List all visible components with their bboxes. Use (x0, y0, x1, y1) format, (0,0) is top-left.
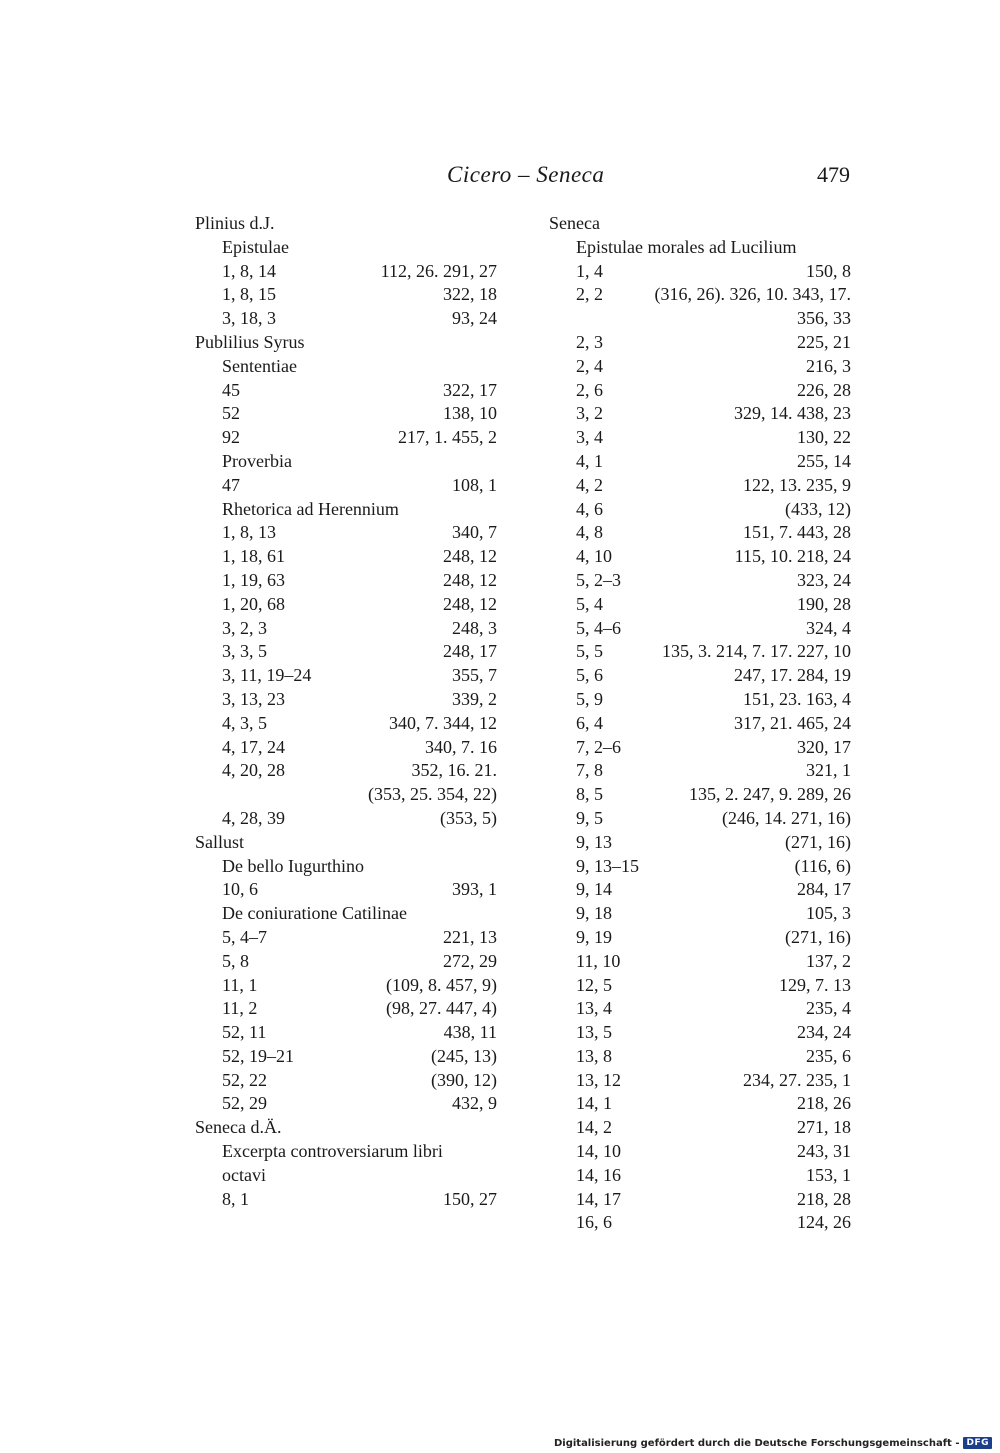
entry-pages: 122, 13. 235, 9 (743, 474, 851, 495)
index-entry (549, 1069, 851, 1093)
entry-reference: 4, 28, 39 (222, 807, 285, 828)
index-entry (195, 807, 497, 831)
index-heading (195, 331, 497, 355)
entry-pages: 271, 18 (797, 1117, 851, 1138)
entry-pages: 339, 2 (452, 688, 497, 709)
index-entry (549, 759, 851, 783)
index-entry (195, 950, 497, 974)
index-entry (549, 260, 851, 284)
entry-reference: 47 (222, 474, 240, 495)
index-entry (195, 260, 497, 284)
entry-reference: 1, 20, 68 (222, 593, 285, 614)
index-subheading (195, 498, 497, 522)
entry-reference: 1, 19, 63 (222, 569, 285, 590)
index-entry (549, 379, 851, 403)
entry-pages: 355, 7 (452, 665, 497, 686)
index-subheading (195, 450, 497, 474)
index-entry (195, 379, 497, 403)
entry-pages: 322, 18 (443, 284, 497, 305)
entry-pages: 138, 10 (443, 403, 497, 424)
index-entry (195, 974, 497, 998)
running-title: Cicero – Seneca (447, 162, 605, 187)
entry-pages: 248, 12 (443, 546, 497, 567)
entry-reference: 52, 19–21 (222, 1045, 294, 1066)
index-subheading (195, 1140, 497, 1164)
entry-reference: 9, 19 (576, 926, 612, 947)
index-entry (549, 831, 851, 855)
entry-pages: 320, 17 (797, 736, 851, 757)
entry-pages: 432, 9 (452, 1093, 497, 1114)
index-entry (549, 664, 851, 688)
index-entry (195, 736, 497, 760)
entry-pages: 248, 3 (452, 617, 497, 638)
entry-reference: 4, 17, 24 (222, 736, 285, 757)
entry-pages: 216, 3 (806, 355, 851, 376)
entry-reference: 5, 9 (576, 688, 603, 709)
entry-reference: 5, 2–3 (576, 569, 621, 590)
index-subheading (195, 855, 497, 879)
entry-reference: 10, 6 (222, 879, 258, 900)
credit-text: Digitalisierung gefördert durch die Deutsche Forschungsgemeinschaft - (553, 1437, 960, 1449)
index-entry (195, 617, 497, 641)
entry-reference: Seneca d.Ä. (195, 1117, 282, 1138)
entry-pages: 340, 7 (452, 522, 497, 543)
entry-reference: Sententiae (222, 355, 297, 376)
index-entry (195, 1092, 497, 1116)
entry-reference: De bello Iugurthino (222, 855, 364, 876)
index-entry (195, 664, 497, 688)
index-entry (195, 688, 497, 712)
entry-pages: 248, 12 (443, 593, 497, 614)
entry-reference: 52, 11 (222, 1022, 267, 1043)
entry-pages: 218, 28 (797, 1188, 851, 1209)
entry-reference: 5, 4–7 (222, 926, 267, 947)
entry-pages: 234, 27. 235, 1 (743, 1069, 851, 1090)
index-entry (195, 640, 497, 664)
entry-pages: (116, 6) (794, 855, 851, 876)
entry-reference: octavi (222, 1164, 266, 1185)
index-entry (195, 878, 497, 902)
entry-reference: Publilius Syrus (195, 331, 305, 352)
index-entry (549, 569, 851, 593)
entry-reference: 2, 4 (576, 355, 603, 376)
index-entry (549, 283, 851, 307)
entry-pages: 243, 31 (797, 1141, 851, 1162)
entry-pages: (390, 12) (431, 1069, 497, 1090)
entry-reference: 8, 5 (576, 784, 603, 805)
entry-pages: 150, 27 (443, 1188, 497, 1209)
index-heading (195, 212, 497, 236)
entry-reference: 1, 8, 15 (222, 284, 276, 305)
entry-pages: 393, 1 (452, 879, 497, 900)
entry-pages: 322, 17 (443, 379, 497, 400)
entry-pages: 321, 1 (806, 760, 851, 781)
entry-pages: (353, 5) (440, 807, 497, 828)
index-heading (549, 212, 851, 236)
entry-pages: 93, 24 (452, 308, 497, 329)
index-entry (195, 283, 497, 307)
entry-pages: 105, 3 (806, 903, 851, 924)
entry-reference: 14, 17 (576, 1188, 621, 1209)
index-entry (549, 617, 851, 641)
entry-reference: 13, 8 (576, 1045, 612, 1066)
index-entry (549, 1188, 851, 1212)
index-entry (549, 640, 851, 664)
index-entry (549, 688, 851, 712)
entry-pages: 129, 7. 13 (779, 974, 851, 995)
index-entry (549, 331, 851, 355)
entry-reference: 7, 2–6 (576, 736, 621, 757)
entry-pages: 108, 1 (452, 474, 497, 495)
entry-pages: (316, 26). 326, 10. 343, 17. (654, 284, 851, 305)
entry-pages: 137, 2 (806, 950, 851, 971)
index-entry (195, 1069, 497, 1093)
entry-reference: 1, 8, 13 (222, 522, 276, 543)
entry-reference: 45 (222, 379, 240, 400)
index-subheading (195, 1164, 497, 1188)
entry-reference: 13, 12 (576, 1069, 621, 1090)
entry-pages: 317, 21. 465, 24 (734, 712, 851, 733)
dfg-logo-icon: DFG (963, 1437, 992, 1449)
entry-pages: 112, 26. 291, 27 (380, 260, 497, 281)
index-subheading (549, 236, 851, 260)
index-subheading (195, 902, 497, 926)
index-subheading (195, 355, 497, 379)
index-entry (549, 783, 851, 807)
entry-pages: 323, 24 (797, 569, 851, 590)
index-entry (549, 474, 851, 498)
entry-reference: 3, 13, 23 (222, 688, 285, 709)
entry-pages: 115, 10. 218, 24 (734, 546, 851, 567)
entry-pages: 226, 28 (797, 379, 851, 400)
page-number: 479 (817, 162, 850, 187)
entry-reference: De coniuratione Catilinae (222, 903, 407, 924)
entry-reference: 4, 8 (576, 522, 603, 543)
index-entry (549, 450, 851, 474)
entry-reference: 12, 5 (576, 974, 612, 995)
entry-reference: 4, 3, 5 (222, 712, 267, 733)
entry-reference: 3, 4 (576, 427, 603, 448)
entry-reference: 52, 22 (222, 1069, 267, 1090)
entry-pages: 135, 3. 214, 7. 17. 227, 10 (662, 641, 851, 662)
index-entry (549, 1164, 851, 1188)
index-subheading (195, 236, 497, 260)
entry-reference: 9, 5 (576, 807, 603, 828)
index-entry (549, 712, 851, 736)
index-entry (549, 307, 851, 331)
entry-reference: 9, 13–15 (576, 855, 639, 876)
entry-pages: (245, 13) (431, 1045, 497, 1066)
entry-reference: 9, 14 (576, 879, 612, 900)
index-entry (195, 545, 497, 569)
entry-reference: 14, 16 (576, 1164, 621, 1185)
index-entry (549, 1092, 851, 1116)
entry-reference: 11, 2 (222, 998, 258, 1019)
index-entry (549, 807, 851, 831)
entry-pages: (433, 12) (785, 498, 851, 519)
index-entry (195, 521, 497, 545)
entry-pages: 329, 14. 438, 23 (734, 403, 851, 424)
entry-reference: 5, 6 (576, 665, 603, 686)
entry-pages: 247, 17. 284, 19 (734, 665, 851, 686)
index-entry (195, 474, 497, 498)
entry-pages: 235, 4 (806, 998, 851, 1019)
index-entry (195, 997, 497, 1021)
index-column-left (195, 212, 497, 1211)
entry-reference: 16, 6 (576, 1212, 612, 1233)
entry-pages: 234, 24 (797, 1022, 851, 1043)
entry-pages: 225, 21 (797, 331, 851, 352)
index-entry (195, 1188, 497, 1212)
entry-reference: 52 (222, 403, 240, 424)
entry-pages: 272, 29 (443, 950, 497, 971)
entry-reference: 4, 1 (576, 450, 603, 471)
entry-pages: 130, 22 (797, 427, 851, 448)
entry-pages: (109, 8. 457, 9) (386, 974, 497, 995)
index-heading (195, 831, 497, 855)
index-entry (195, 569, 497, 593)
entry-reference: 9, 18 (576, 903, 612, 924)
entry-reference: 14, 1 (576, 1093, 612, 1114)
entry-pages: 151, 23. 163, 4 (743, 688, 851, 709)
entry-pages: 153, 1 (806, 1164, 851, 1185)
index-entry (195, 307, 497, 331)
index-heading (195, 1116, 497, 1140)
entry-reference: 2, 6 (576, 379, 603, 400)
entry-pages: (98, 27. 447, 4) (386, 998, 497, 1019)
index-entry (549, 593, 851, 617)
entry-reference: 9, 13 (576, 831, 612, 852)
entry-pages: (271, 16) (785, 926, 851, 947)
index-entry (549, 402, 851, 426)
entry-reference: Sallust (195, 831, 245, 852)
entry-reference: 3, 18, 3 (222, 308, 276, 329)
index-entry (549, 1211, 851, 1235)
entry-reference: 3, 2, 3 (222, 617, 267, 638)
entry-pages: 356, 33 (797, 308, 851, 329)
entry-pages: 438, 11 (443, 1022, 497, 1043)
entry-reference: 4, 2 (576, 474, 603, 495)
entry-reference: 1, 8, 14 (222, 260, 276, 281)
index-entry (549, 355, 851, 379)
entry-pages: 217, 1. 455, 2 (398, 427, 497, 448)
entry-pages: 340, 7. 344, 12 (389, 712, 497, 733)
index-entry (549, 902, 851, 926)
entry-reference: 2, 2 (576, 284, 603, 305)
index-entry (549, 498, 851, 522)
index-entry (549, 974, 851, 998)
index-column-right (549, 212, 851, 1235)
entry-reference: 8, 1 (222, 1188, 249, 1209)
entry-pages: 284, 17 (797, 879, 851, 900)
index-entry (195, 926, 497, 950)
index-entry (195, 402, 497, 426)
index-entry (195, 783, 497, 807)
entry-reference: Excerpta controversiarum libri (222, 1141, 443, 1162)
index-entry (549, 1021, 851, 1045)
entry-reference: 11, 1 (222, 974, 258, 995)
entry-reference: 14, 10 (576, 1141, 621, 1162)
digitization-credit (554, 1435, 992, 1451)
index-entry (195, 1045, 497, 1069)
entry-reference: 92 (222, 427, 240, 448)
index-entry (549, 926, 851, 950)
entry-pages: (353, 25. 354, 22) (368, 784, 497, 805)
entry-pages: 218, 26 (797, 1093, 851, 1114)
entry-reference: 3, 2 (576, 403, 603, 424)
entry-reference: 4, 10 (576, 546, 612, 567)
entry-reference: Proverbia (222, 450, 292, 471)
entry-reference: 5, 8 (222, 950, 249, 971)
index-entry (549, 1116, 851, 1140)
entry-reference: 3, 3, 5 (222, 641, 267, 662)
entry-reference: 4, 6 (576, 498, 603, 519)
index-entry (549, 855, 851, 879)
entry-pages: 255, 14 (797, 450, 851, 471)
entry-reference: 1, 18, 61 (222, 546, 285, 567)
entry-pages: 248, 17 (443, 641, 497, 662)
entry-pages: 248, 12 (443, 569, 497, 590)
entry-reference: 5, 5 (576, 641, 603, 662)
index-entry (549, 545, 851, 569)
page-header (0, 162, 1000, 194)
entry-pages: 324, 4 (806, 617, 851, 638)
index-entry (195, 426, 497, 450)
index-entry (549, 521, 851, 545)
entry-reference: 7, 8 (576, 760, 603, 781)
index-entry (549, 1045, 851, 1069)
entry-reference: 3, 11, 19–24 (222, 665, 312, 686)
entry-pages: (271, 16) (785, 831, 851, 852)
entry-reference: 13, 5 (576, 1022, 612, 1043)
index-entry (549, 950, 851, 974)
entry-reference: 11, 10 (576, 950, 621, 971)
entry-reference: 1, 4 (576, 260, 603, 281)
entry-pages: 124, 26 (797, 1212, 851, 1233)
entry-pages: 135, 2. 247, 9. 289, 26 (689, 784, 851, 805)
entry-pages: 340, 7. 16 (425, 736, 497, 757)
entry-pages: 190, 28 (797, 593, 851, 614)
index-entry (195, 593, 497, 617)
entry-reference: 13, 4 (576, 998, 612, 1019)
entry-reference: Plinius d.J. (195, 213, 275, 233)
entry-pages: 150, 8 (806, 260, 851, 281)
entry-reference: 2, 3 (576, 331, 603, 352)
index-entry (549, 426, 851, 450)
entry-reference: 5, 4–6 (576, 617, 621, 638)
index-entry (549, 736, 851, 760)
index-entry (195, 1021, 497, 1045)
entry-pages: 235, 6 (806, 1045, 851, 1066)
entry-reference: Epistulae (222, 236, 289, 257)
entry-reference: 14, 2 (576, 1117, 612, 1138)
entry-reference: Rhetorica ad Herennium (222, 498, 399, 519)
entry-reference: 5, 4 (576, 593, 603, 614)
entry-reference: Epistulae morales ad Lucilium (576, 236, 797, 257)
entry-pages: 221, 13 (443, 926, 497, 947)
entry-pages: 352, 16. 21. (411, 760, 497, 781)
entry-pages: 151, 7. 443, 28 (743, 522, 851, 543)
index-entry (195, 712, 497, 736)
index-entry (549, 878, 851, 902)
entry-reference: Seneca (549, 213, 600, 233)
entry-pages: (246, 14. 271, 16) (722, 807, 851, 828)
index-entry (549, 997, 851, 1021)
entry-reference: 4, 20, 28 (222, 760, 285, 781)
entry-reference: 6, 4 (576, 712, 603, 733)
entry-reference: 52, 29 (222, 1093, 267, 1114)
index-entry (195, 759, 497, 783)
index-entry (549, 1140, 851, 1164)
